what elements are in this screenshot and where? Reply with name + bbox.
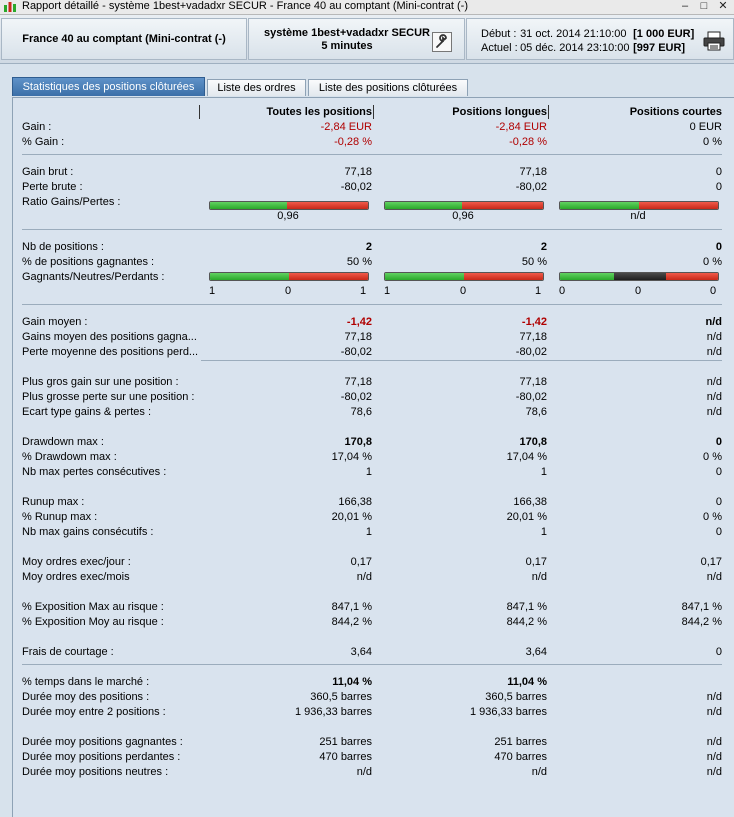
stat-value: 11,04 % (507, 676, 547, 688)
wrench-icon[interactable] (432, 32, 452, 52)
close-button[interactable]: ✕ (718, 0, 728, 12)
stat-value: n/d (531, 766, 547, 778)
stat-label: Durée moy entre 2 positions : (22, 706, 166, 718)
stat-value: 77,18 (344, 331, 372, 343)
column-divider (548, 105, 549, 119)
stat-label: % de positions gagnantes : (22, 256, 155, 268)
dates-box (466, 18, 734, 60)
stat-row (13, 240, 734, 255)
bar-segment (560, 202, 639, 209)
column-header-long: Positions longues (452, 106, 547, 118)
stat-value: n/d (706, 691, 722, 703)
column-header-all: Toutes les positions (266, 106, 372, 118)
report-header (0, 15, 734, 64)
stat-value: 0 (715, 496, 722, 508)
stat-row (13, 735, 734, 750)
instrument-box (1, 18, 247, 60)
win-neutral-loss-bar (384, 272, 544, 281)
stat-label: Gain brut : (22, 166, 74, 178)
start-date: 31 oct. 2014 21:10:00 (520, 28, 627, 40)
tab-closed-positions-stats[interactable]: Statistiques des positions clôturées (12, 77, 205, 96)
stat-value: 50 % (521, 256, 547, 268)
stat-label: % Gain : (22, 136, 65, 148)
stat-value: 3,64 (350, 646, 372, 658)
stat-label: Durée moy positions gagnantes : (22, 736, 183, 748)
stat-value: -80,02 (340, 181, 372, 193)
stat-value: 77,18 (519, 376, 547, 388)
current-date: 05 déc. 2014 23:10:00 (520, 42, 630, 54)
stat-row (13, 390, 734, 405)
ratio-gain-loss-bar (209, 201, 369, 210)
stat-value: 77,18 (519, 331, 547, 343)
stat-value: n/d (706, 376, 722, 388)
system-info (257, 27, 437, 53)
tab-orders-list[interactable]: Liste des ordres (207, 79, 306, 96)
stat-label: Durée moy des positions : (22, 691, 150, 703)
stat-label: Gagnants/Neutres/Perdants : (22, 271, 165, 283)
stat-value: 20,01 % (506, 511, 547, 523)
stat-value: 77,18 (344, 166, 372, 178)
system-timeframe: 5 minutes (321, 40, 373, 52)
row-separator (201, 360, 722, 361)
stat-value: n/d (706, 391, 722, 403)
win-neutral-loss-bar (559, 272, 719, 281)
stat-row (13, 570, 734, 585)
bar-segment (464, 273, 543, 280)
stat-row (13, 600, 734, 615)
stat-value: 0,17 (350, 556, 372, 568)
stat-label: Plus grosse perte sur une position : (22, 391, 195, 403)
ratio-value: n/d (630, 210, 646, 222)
stat-value: n/d (706, 346, 722, 358)
stat-value: n/d (706, 571, 722, 583)
stat-label: Ecart type gains & pertes : (22, 406, 152, 418)
ratio-value: 0,96 (277, 210, 299, 222)
bar-segment (560, 273, 614, 280)
stat-value: 470 barres (319, 751, 372, 763)
stat-label: Moy ordres exec/jour : (22, 556, 131, 568)
bar-segment (462, 202, 543, 209)
stat-row (13, 510, 734, 525)
stat-row (13, 120, 734, 135)
stat-row (13, 645, 734, 660)
current-label: Actuel : (481, 42, 518, 54)
stat-value: 0 (715, 166, 722, 178)
stat-value: 20,01 % (331, 511, 372, 523)
window-title: Rapport détaillé - système 1best+vadadxr SECUR - France 40 au comptant (Mini-contrat (-) (22, 0, 468, 12)
stat-label: Gain : (22, 121, 52, 133)
stat-value: 0 (715, 466, 722, 478)
stat-value: 0 % (703, 451, 722, 463)
win-neutral-loss-bar (209, 272, 369, 281)
stat-value: 0,17 (525, 556, 547, 568)
stat-value: 0 (715, 526, 722, 538)
stat-value: -80,02 (515, 391, 547, 403)
stat-value: -0,28 % (509, 136, 547, 148)
stat-row (13, 330, 734, 345)
stat-value: 50 % (346, 256, 372, 268)
neutrals-count: 0 (460, 285, 467, 297)
stat-value: n/d (356, 766, 372, 778)
stat-row (13, 180, 734, 195)
start-capital: [1 000 EUR] (633, 28, 695, 40)
stat-value: n/d (706, 331, 722, 343)
instrument-name: France 40 au comptant (Mini-contrat (-) (22, 33, 226, 45)
stat-value: -80,02 (515, 181, 547, 193)
stat-row (13, 615, 734, 630)
stat-label: Gain moyen : (22, 316, 88, 328)
stat-value: 11,04 % (332, 676, 372, 688)
stat-value: 844,2 % (681, 616, 722, 628)
stat-value: -1,42 (346, 316, 372, 328)
stat-row (13, 705, 734, 720)
winners-count: 1 (209, 285, 216, 297)
stat-value: 251 barres (319, 736, 372, 748)
stat-label: Gains moyen des positions gagna... (22, 331, 197, 343)
stat-value: 2 (365, 241, 372, 253)
losers-count: 0 (710, 285, 717, 297)
stat-value: 470 barres (494, 751, 547, 763)
stat-label: Durée moy positions perdantes : (22, 751, 181, 763)
stat-value: 847,1 % (331, 601, 372, 613)
stat-row (13, 375, 734, 390)
stat-row (13, 690, 734, 705)
column-header-short: Positions courtes (629, 106, 722, 118)
stat-value: 0 (715, 181, 722, 193)
winners-count: 1 (384, 285, 391, 297)
stat-value: 77,18 (344, 376, 372, 388)
stat-value: 2 (540, 241, 547, 253)
stat-row (13, 165, 734, 180)
stat-row (13, 465, 734, 480)
stat-label: % temps dans le marché : (22, 676, 150, 688)
stat-value: 1 (540, 526, 547, 538)
current-capital: [997 EUR] (633, 42, 686, 54)
stat-label: Durée moy positions neutres : (22, 766, 169, 778)
stat-value: 1 (540, 466, 547, 478)
bar-segment (287, 202, 368, 209)
stat-row (13, 495, 734, 510)
stat-row (13, 255, 734, 270)
stat-label: % Drawdown max : (22, 451, 117, 463)
bar-segment (210, 273, 289, 280)
stat-value: 170,8 (519, 436, 547, 448)
system-box (248, 18, 465, 60)
stat-row (13, 765, 734, 780)
bar-segment (385, 273, 464, 280)
stat-value: n/d (531, 571, 547, 583)
stat-value: 844,2 % (331, 616, 372, 628)
app-chart-icon (3, 1, 17, 13)
stat-row (13, 345, 734, 360)
stat-value: 1 936,33 barres (469, 706, 547, 718)
system-name: système 1best+vadadxr SECUR (264, 27, 430, 39)
stat-value: 170,8 (344, 436, 372, 448)
stat-label: Perte moyenne des positions perd... (22, 346, 199, 358)
stat-value: 844,2 % (506, 616, 547, 628)
stat-value: 0 (715, 241, 722, 253)
bar-segment (210, 202, 287, 209)
stat-label: Nb de positions : (22, 241, 104, 253)
stat-label: Plus gros gain sur une position : (22, 376, 179, 388)
stat-row (13, 750, 734, 765)
row-separator (22, 664, 722, 665)
stat-value: 0 (715, 646, 722, 658)
losers-count: 1 (535, 285, 542, 297)
stat-label: % Exposition Max au risque : (22, 601, 164, 613)
stat-label: % Runup max : (22, 511, 98, 523)
stat-value: -1,42 (521, 316, 547, 328)
stat-value: n/d (706, 406, 722, 418)
stat-value: 847,1 % (681, 601, 722, 613)
stat-label: % Exposition Moy au risque : (22, 616, 164, 628)
neutrals-count: 0 (285, 285, 292, 297)
stat-row (13, 450, 734, 465)
stat-label: Drawdown max : (22, 436, 104, 448)
stat-value: -80,02 (515, 346, 547, 358)
stat-row (13, 675, 734, 690)
stat-value: -80,02 (340, 391, 372, 403)
ratio-gain-loss-bar (559, 201, 719, 210)
printer-icon[interactable] (703, 31, 725, 51)
stat-value: -2,84 EUR (320, 121, 372, 133)
stat-value: 360,5 barres (310, 691, 372, 703)
stat-value: 0,17 (700, 556, 722, 568)
stat-label: Runup max : (22, 496, 85, 508)
row-separator (22, 154, 722, 155)
bar-segment (289, 273, 368, 280)
bar-segment (639, 202, 718, 209)
stat-value: 3,64 (525, 646, 547, 658)
bar-segment (614, 273, 666, 280)
stat-value: 0 (715, 436, 722, 448)
column-divider (373, 105, 374, 119)
stat-value: 17,04 % (331, 451, 372, 463)
maximize-button[interactable]: □ (700, 0, 708, 12)
stat-value: 251 barres (494, 736, 547, 748)
period-dates (481, 27, 694, 55)
stat-value: 166,38 (338, 496, 372, 508)
winners-count: 0 (559, 285, 566, 297)
row-separator (22, 304, 722, 305)
stat-value: 1 (365, 526, 372, 538)
neutrals-count: 0 (635, 285, 642, 297)
window-titlebar (0, 0, 734, 15)
stat-value: -0,28 % (334, 136, 372, 148)
stat-value: 847,1 % (506, 601, 547, 613)
stat-value: -80,02 (340, 346, 372, 358)
stat-row (13, 525, 734, 540)
stat-value: n/d (706, 706, 722, 718)
losers-count: 1 (360, 285, 367, 297)
column-divider (199, 105, 200, 119)
stat-row (13, 135, 734, 150)
stat-value: n/d (356, 571, 372, 583)
stat-row (13, 405, 734, 420)
stat-value: 78,6 (525, 406, 547, 418)
stat-row (13, 315, 734, 330)
stat-value: 78,6 (350, 406, 372, 418)
stat-value: 0 % (703, 256, 722, 268)
stat-value: n/d (706, 736, 722, 748)
stat-label: Ratio Gains/Pertes : (22, 196, 121, 208)
bar-segment (385, 202, 462, 209)
stat-row (13, 555, 734, 570)
stat-label: Moy ordres exec/mois (22, 571, 130, 583)
stat-value: 0 EUR (689, 121, 722, 133)
stat-value: -2,84 EUR (495, 121, 547, 133)
stat-value: n/d (705, 316, 722, 328)
tab-closed-positions-list[interactable]: Liste des positions clôturées (308, 79, 468, 96)
ratio-gain-loss-bar (384, 201, 544, 210)
stat-label: Frais de courtage : (22, 646, 114, 658)
stat-value: 166,38 (513, 496, 547, 508)
ratio-value: 0,96 (452, 210, 474, 222)
stat-label: Nb max pertes consécutives : (22, 466, 167, 478)
stat-value: 0 % (703, 136, 722, 148)
stat-value: 1 (365, 466, 372, 478)
stat-value: 0 % (703, 511, 722, 523)
stat-label: Nb max gains consécutifs : (22, 526, 154, 538)
stat-value: n/d (706, 766, 722, 778)
stat-value: n/d (706, 751, 722, 763)
stat-value: 77,18 (519, 166, 547, 178)
stat-value: 360,5 barres (485, 691, 547, 703)
stat-value: 17,04 % (506, 451, 547, 463)
stat-row (13, 435, 734, 450)
statistics-panel (12, 97, 734, 817)
bar-segment (666, 273, 718, 280)
stat-label: Perte brute : (22, 181, 83, 193)
stat-value: 1 936,33 barres (294, 706, 372, 718)
row-separator (22, 229, 722, 230)
minimize-button[interactable]: – (681, 0, 689, 12)
start-label: Début : (481, 28, 517, 40)
